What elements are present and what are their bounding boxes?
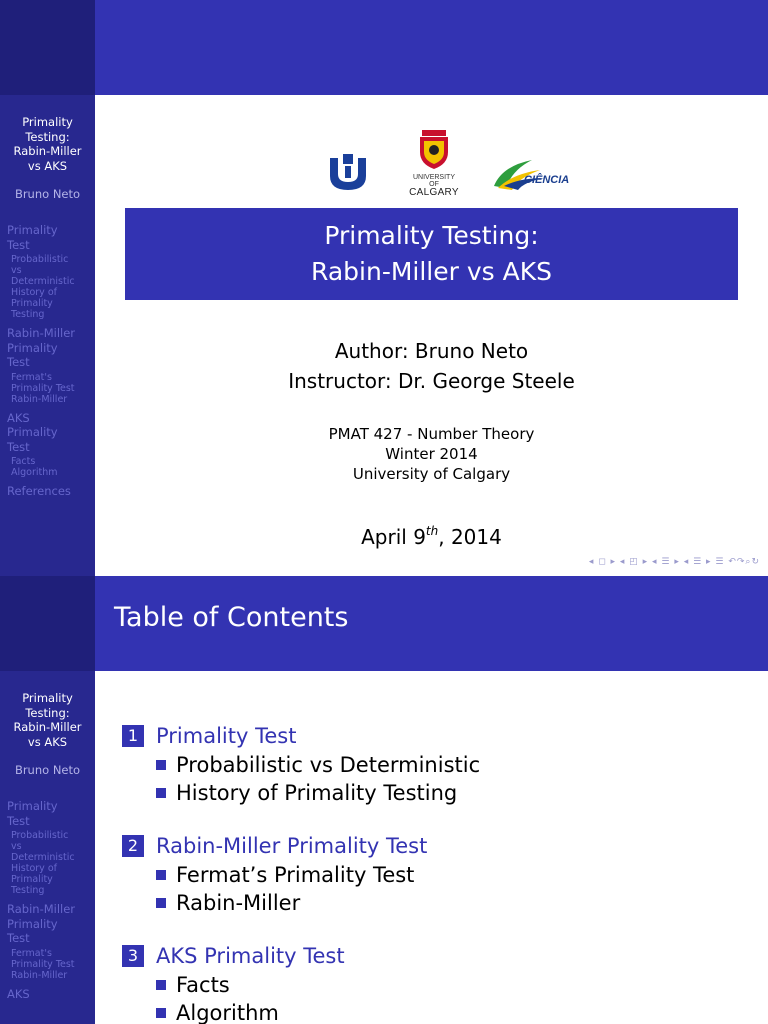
- sidebar-section-primality-test[interactable]: Primality Test: [7, 223, 58, 252]
- ciencia-logo: CIÊNCIA: [492, 156, 567, 194]
- author-block: [95, 336, 768, 396]
- toc-section-title: AKS Primality Test: [156, 944, 345, 968]
- section-number-box: 3: [122, 945, 144, 967]
- sidebar-author[interactable]: Bruno Neto: [14, 763, 81, 777]
- header-bar: [95, 576, 768, 671]
- header-corner: [0, 576, 95, 671]
- header-bar: [95, 0, 768, 95]
- toc-subsection[interactable]: Probabilistic vs Deterministic: [122, 751, 742, 779]
- title-box: [125, 208, 738, 300]
- square-bullet-icon: [156, 898, 166, 908]
- sidebar-author[interactable]: Bruno Neto: [14, 187, 81, 201]
- calgary-logo: UNIVERSITY OF CALGARY: [408, 130, 460, 194]
- sidebar-section-aks[interactable]: AKS: [7, 986, 30, 1001]
- toc-section-title: Rabin-Miller Primality Test: [156, 834, 428, 858]
- beamer-nav-controls[interactable]: ◂ ◻ ▸ ◂ ◰ ▸ ◂ ☰ ▸ ◂ ☰ ▸ ☰ ↶↷⌕↻: [588, 557, 760, 567]
- toc-section-2[interactable]: [122, 831, 742, 861]
- logos-row: [320, 128, 580, 198]
- toc-subsection[interactable]: Facts: [122, 971, 742, 999]
- sidebar-sub-rabin-miller[interactable]: Rabin-Miller: [11, 393, 68, 405]
- sidebar-title[interactable]: Primality Testing: Rabin-Miller vs AKS: [13, 691, 82, 749]
- sidebar: [0, 95, 95, 576]
- term: Winter 2014: [385, 445, 478, 463]
- date: April 9th, 2014: [361, 524, 502, 549]
- author: Author: Bruno Neto: [334, 339, 529, 363]
- section-number-box: 1: [122, 725, 144, 747]
- toc-subsection[interactable]: History of Primality Testing: [122, 779, 742, 807]
- unb-logo-icon: [326, 152, 370, 192]
- title-line-1: Primality Testing:: [324, 221, 539, 250]
- sidebar-sub-probabilistic[interactable]: Probabilistic vs Deterministic: [11, 830, 75, 863]
- sidebar-sub-history[interactable]: History of Primality Testing: [11, 863, 57, 896]
- square-bullet-icon: [156, 980, 166, 990]
- sidebar-title[interactable]: Primality Testing: Rabin-Miller vs AKS: [13, 115, 82, 173]
- toc-subsection[interactable]: Rabin-Miller: [122, 889, 742, 917]
- sidebar-sub-fermat[interactable]: Fermat's Primality Test: [11, 947, 75, 970]
- sidebar-references[interactable]: References: [7, 484, 71, 498]
- toc-section-title: Primality Test: [156, 724, 297, 748]
- toc-subsection[interactable]: Fermat’s Primality Test: [122, 861, 742, 889]
- square-bullet-icon: [156, 1008, 166, 1018]
- section-number-box: 2: [122, 835, 144, 857]
- course: PMAT 427 - Number Theory: [328, 425, 535, 443]
- toc-section-3[interactable]: [122, 941, 742, 971]
- sidebar-section-aks[interactable]: AKS Primality Test: [7, 410, 58, 454]
- sidebar-sub-history[interactable]: History of Primality Testing: [11, 287, 57, 320]
- square-bullet-icon: [156, 788, 166, 798]
- sidebar-sub-algorithm[interactable]: Algorithm: [11, 467, 58, 478]
- table-of-contents: [122, 721, 742, 1024]
- frame-title: Table of Contents: [114, 602, 349, 633]
- course-block: [95, 424, 768, 484]
- toc-section-1[interactable]: [122, 721, 742, 751]
- instructor: Instructor: Dr. George Steele: [288, 369, 575, 393]
- title-line-2: Rabin-Miller vs AKS: [311, 257, 552, 286]
- sidebar-section-rabin-miller[interactable]: Rabin-Miller Primality Test: [7, 902, 76, 945]
- sidebar: [0, 671, 95, 1024]
- square-bullet-icon: [156, 760, 166, 770]
- slide-toc: [0, 576, 768, 1024]
- sidebar-sub-rabin-miller[interactable]: Rabin-Miller: [11, 969, 68, 981]
- university: University of Calgary: [352, 465, 511, 483]
- sidebar-sub-facts[interactable]: Facts: [11, 456, 36, 467]
- square-bullet-icon: [156, 870, 166, 880]
- sidebar-nav: [0, 223, 95, 499]
- sidebar-section-primality-test[interactable]: Primality Test: [7, 799, 58, 828]
- sidebar-section-rabin-miller[interactable]: Rabin-Miller Primality Test: [7, 326, 76, 369]
- sidebar-nav: [0, 799, 95, 1001]
- calgary-crest-icon: [416, 130, 452, 170]
- sidebar-sub-probabilistic[interactable]: Probabilistic vs Deterministic: [11, 254, 75, 287]
- toc-subsection[interactable]: Algorithm: [122, 999, 742, 1024]
- header-corner: [0, 0, 95, 95]
- sidebar-sub-fermat[interactable]: Fermat's Primality Test: [11, 371, 75, 394]
